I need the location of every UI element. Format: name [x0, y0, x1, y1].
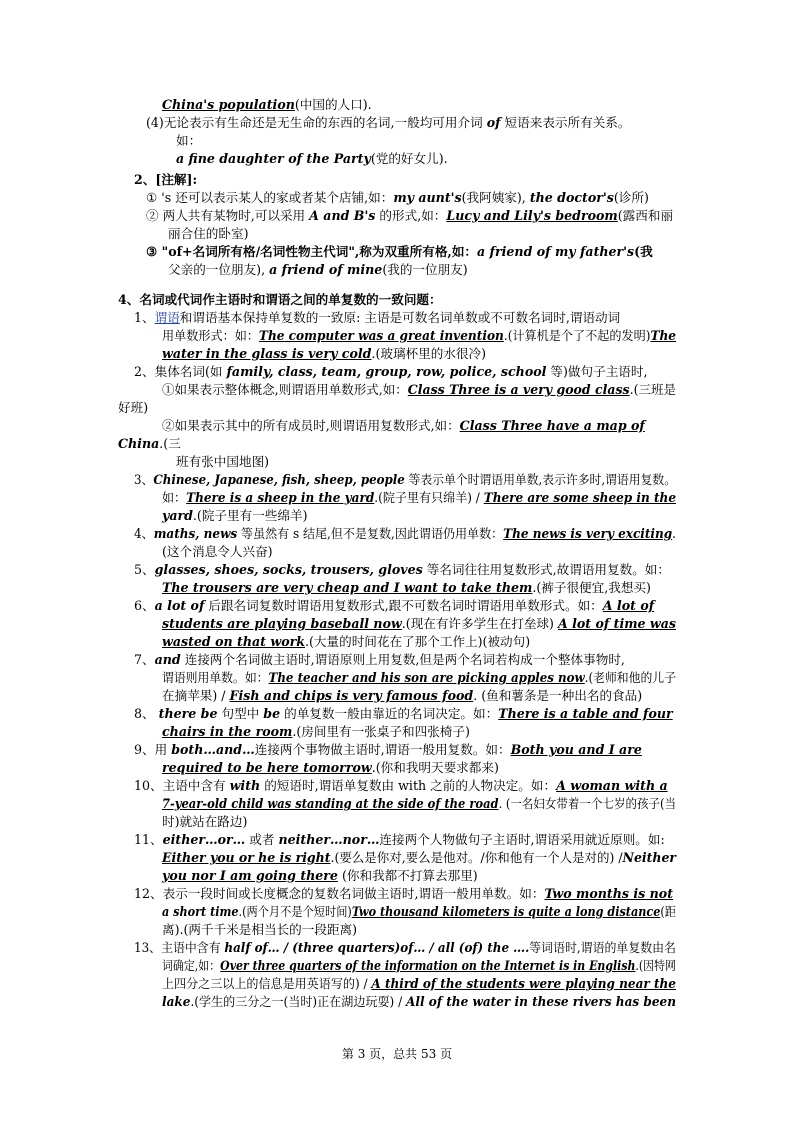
bold-italic-text: a friend of mine — [269, 262, 383, 277]
text-line — [162, 813, 247, 831]
plain-text: 在摘苹果) / — [162, 688, 230, 703]
line-text — [134, 885, 673, 903]
underlined-text: Class Three have a map of — [459, 418, 645, 433]
line-text — [162, 96, 372, 114]
text-line — [134, 309, 620, 327]
text-line — [134, 561, 670, 579]
plain-text: 等词语时,谓语的单复数由名 — [529, 940, 676, 955]
text-line — [162, 96, 372, 114]
plain-text: 和谓语基本保持单复数的一致原: 主语是可数名词单数或不可数名词时,谓语动词 — [179, 310, 621, 325]
plain-text: 等虽然有 s 结尾,但不是复数,因此谓语仍用单数： — [237, 526, 504, 541]
text-line — [134, 597, 654, 615]
link-text[interactable]: 谓语 — [154, 310, 180, 325]
plain-text: 13、主语中含有 — [134, 940, 225, 955]
plain-text: (4)无论表示有生命还是无生命的东西的名词,一般均可用介词 — [146, 115, 487, 130]
text-line — [162, 579, 651, 597]
bold-italic-text: my aunt's — [393, 190, 462, 205]
underlined-text: Fish and chips is very famous food — [229, 688, 474, 703]
line-text — [162, 921, 357, 939]
line-text — [146, 207, 673, 225]
line-text — [162, 687, 642, 705]
bold-italic-text: neither…nor… — [278, 832, 380, 847]
plain-text: 用单数形式：如： — [162, 328, 259, 343]
bold-italic-text: yard — [162, 508, 193, 523]
line-text — [162, 795, 676, 813]
line-text — [134, 363, 648, 381]
plain-text: 7、 — [134, 652, 155, 667]
plain-text: 12、表示一段时间或长度概念的复数名词做主语时,谓语一般用单数。如： — [134, 886, 545, 901]
plain-text: 等)做句子主语时, — [546, 364, 648, 379]
line-text — [162, 903, 676, 921]
underlined-text: Lucy and Lily's bedroom — [446, 208, 618, 223]
line-text — [162, 975, 676, 993]
bold-italic-text: a short time — [162, 904, 239, 919]
underlined-text: Either you or he is right — [162, 850, 331, 865]
plain-text: 后跟名词复数时谓语用复数形式,跟不可数名词时谓语用单数形式。如： — [204, 598, 603, 613]
line-text — [162, 813, 247, 831]
line-text — [134, 597, 654, 615]
underlined-text: 7-year-old child was standing at the side of the road — [162, 796, 499, 811]
plain-text: .(两个月不是个短时间) — [238, 904, 352, 919]
plain-text: ① 's 还可以表示某人的家或者某个店铺,如： — [146, 190, 394, 205]
underlined-text: Two thousand kilometers is quite a long distance — [351, 904, 661, 919]
line-text — [146, 114, 630, 132]
plain-text: 或者 — [245, 832, 279, 847]
underlined-text: Class Three is a very good class — [407, 382, 630, 397]
bold-italic-text: a fine daughter of the Party — [176, 151, 371, 166]
plain-text: 的单复数一般由靠近的名词决定。如： — [280, 706, 499, 721]
plain-text: 8、 — [134, 706, 159, 721]
plain-text: 词确定,如： — [162, 958, 221, 973]
plain-text: ②如果表示其中的所有成员时,则谓语用复数形式,如： — [162, 418, 460, 433]
bold-italic-text: and — [154, 652, 181, 667]
plain-text: .(房间里有一张桌子和四张椅子) — [292, 724, 470, 739]
plain-text: .(院子里有只绵羊) / — [374, 490, 484, 505]
line-text — [162, 957, 676, 975]
line-text — [168, 225, 248, 243]
plain-text: (露西和丽 — [617, 208, 674, 223]
plain-text: . — [672, 526, 676, 541]
text-line — [162, 507, 308, 525]
underlined-text: water in the glass is very cold — [162, 346, 372, 361]
bold-italic-text: half of… / (three quarters)of… / all (of) the …. — [224, 940, 530, 955]
underlined-text: you nor I am going there — [162, 868, 338, 883]
text-line — [134, 471, 712, 489]
text-line — [162, 867, 478, 885]
plain-text: .(计算机是个了不起的发明) — [503, 328, 651, 343]
line-text — [162, 723, 470, 741]
text-line — [162, 669, 709, 687]
bold-italic-text: family, class, team, group, row, police, school — [226, 364, 547, 379]
text-line — [162, 921, 357, 939]
text-line — [162, 903, 739, 921]
text-line — [168, 261, 468, 279]
underlined-text: There are some sheep in the — [483, 490, 676, 505]
plain-text: 等名词往往用复数形式,故谓语用复数。如： — [422, 562, 670, 577]
line-text — [176, 453, 269, 471]
plain-text: .(三班是 — [629, 382, 677, 397]
line-text — [118, 399, 148, 417]
line-text — [146, 189, 649, 207]
text-line — [162, 489, 699, 507]
text-line — [134, 885, 673, 903]
plain-text: 2、集体名词(如 — [134, 364, 227, 379]
line-text — [134, 777, 668, 795]
line-text — [134, 705, 673, 723]
line-text — [162, 615, 676, 633]
plain-text: 丽合住的卧室) — [168, 226, 249, 241]
text-line — [162, 795, 724, 813]
line-text — [176, 150, 448, 168]
bold-italic-text: glasses, shoes, socks, trousers, gloves — [154, 562, 423, 577]
bold-italic-text: of — [486, 115, 501, 130]
line-text — [162, 759, 499, 777]
plain-text: 的短语时,谓语单复数由 with 之前的人物决定。如： — [260, 778, 557, 793]
underlined-text: A third of the students were playing near the — [371, 976, 676, 991]
text-line — [134, 171, 197, 189]
plain-text: (我阿姨家), — [461, 190, 530, 205]
line-text — [162, 579, 651, 597]
text-line — [162, 615, 677, 633]
line-text — [118, 291, 442, 309]
line-text — [134, 525, 676, 543]
underlined-text: wasted on that work — [162, 634, 305, 649]
text-line — [134, 525, 701, 543]
line-text — [134, 831, 665, 849]
plain-text: 连接两个人物做句子主语时,谓语采用就近原则。如: — [379, 832, 665, 847]
line-text — [176, 132, 201, 150]
text-line — [134, 741, 642, 759]
plain-text: 11、 — [134, 832, 163, 847]
underlined-text: A lot of — [602, 598, 655, 613]
underlined-text: Two months is not — [544, 886, 674, 901]
text-line — [176, 132, 201, 150]
plain-text: .(大量的时间花在了那个工作上)(被动句) — [305, 634, 531, 649]
underlined-text: The teacher and his son are picking apples now — [268, 670, 585, 685]
plain-text: .(要么是你对,要么是他对。/你和他有一个人是对的) / — [330, 850, 623, 865]
plain-text: 父亲的一位朋友), — [168, 262, 270, 277]
text-line — [134, 651, 625, 669]
bold-italic-text: Chinese, Japanese, fish, sheep, people — [153, 472, 405, 487]
text-line — [118, 399, 148, 417]
line-text — [162, 507, 308, 525]
underlined-text: The computer was a great invention — [258, 328, 504, 343]
text-line — [162, 957, 754, 975]
plain-text: (我的一位朋友) — [382, 262, 468, 277]
plain-text: (诊所) — [613, 190, 649, 205]
text-line — [162, 327, 696, 345]
underlined-text: students are playing baseball now — [162, 616, 402, 631]
text-line — [162, 345, 486, 363]
plain-text: 句型中 — [217, 706, 264, 721]
line-text — [162, 543, 273, 561]
underlined-text: chairs in the room — [162, 724, 293, 739]
bold-italic-text: there be — [158, 706, 218, 721]
line-text — [134, 561, 670, 579]
text-line — [118, 291, 442, 309]
plain-text: 连接两个事物做主语时,谓语一般用复数。如： — [254, 742, 511, 757]
plain-text: 好班) — [118, 400, 149, 415]
text-line — [162, 975, 699, 993]
underlined-text: The — [650, 328, 676, 343]
plain-text: .(你和我明天要求都来) — [371, 760, 499, 775]
text-line — [134, 777, 668, 795]
plain-text: .(学生的三分之一(当时)正在湖边玩耍) / — [190, 994, 407, 1009]
plain-text: 班有张中国地图) — [176, 454, 270, 469]
plain-text: (这个消息令人兴奋) — [162, 544, 273, 559]
underlined-text: The news is very exciting — [503, 526, 673, 541]
line-text — [162, 381, 676, 399]
text-line — [176, 453, 269, 471]
line-text — [134, 651, 625, 669]
plain-text: 谓语则用单数。如： — [162, 670, 269, 685]
bold-italic-text: lake — [162, 994, 191, 1009]
plain-text: .(老师和他的儿子 — [584, 670, 676, 685]
plain-text: (中国的人口). — [294, 97, 372, 112]
plain-text: (我 — [634, 244, 653, 259]
plain-text: 4、 — [134, 526, 154, 541]
text-line — [162, 543, 273, 561]
bold-italic-text: Neither — [622, 850, 676, 865]
bold-italic-text: with — [229, 778, 261, 793]
underlined-text: There is a table and four — [498, 706, 673, 721]
text-line — [134, 363, 648, 381]
text-line — [162, 633, 530, 651]
plain-text: .(玻璃杯里的水很冷) — [371, 346, 487, 361]
text-line — [162, 723, 470, 741]
text-line — [162, 687, 642, 705]
line-text — [134, 471, 676, 489]
underlined-text: China's population — [162, 97, 295, 112]
plain-text: (党的好女儿). — [370, 151, 448, 166]
bold-italic-text: maths, news — [153, 526, 238, 541]
underlined-text: Over three quarters of the information on the Internet is in English — [220, 958, 636, 973]
plain-text: 9、用 — [134, 742, 172, 757]
plain-text: 上四分之三以上的信息是用英语写的) / — [162, 976, 372, 991]
text-line — [146, 114, 630, 132]
text-line — [146, 189, 649, 207]
text-line — [162, 381, 679, 399]
plain-text: 3、 — [134, 472, 154, 487]
underlined-text: A woman with a — [556, 778, 668, 793]
plain-text: (你和我都不打算去那里) — [337, 868, 478, 883]
underlined-text: The trousers are very cheap and I want to take them — [162, 580, 533, 595]
bold-italic-text: both…and… — [171, 742, 255, 757]
bold-italic-text: either…or… — [162, 832, 246, 847]
plain-text: ①如果表示整体概念,则谓语用单数形式,如： — [162, 382, 408, 397]
plain-text: 如： — [176, 133, 202, 148]
text-line — [162, 849, 681, 867]
line-text — [162, 417, 645, 435]
underlined-text: A lot of time was — [557, 616, 676, 631]
text-line — [146, 207, 673, 225]
line-text — [162, 867, 478, 885]
line-text — [162, 345, 486, 363]
bold-italic-text: China — [118, 436, 160, 451]
plain-text: 5、 — [134, 562, 155, 577]
text-line — [146, 243, 653, 261]
text-line — [134, 705, 673, 723]
plain-text: 如： — [162, 490, 187, 505]
line-text — [168, 261, 468, 279]
text-line — [168, 225, 248, 243]
line-text — [134, 309, 620, 327]
plain-text: .(因特网 — [635, 958, 676, 973]
line-text — [162, 669, 676, 687]
underlined-text: Both you and I are — [510, 742, 642, 757]
plain-text: ② 两人共有某物时,可以采用 — [146, 208, 310, 223]
plain-text: 短语来表示所有关系。 — [500, 115, 631, 130]
plain-text: . (鱼和薯条是一种出名的食品) — [473, 688, 643, 703]
line-text — [162, 633, 530, 651]
line-text — [146, 243, 653, 261]
text-line — [118, 435, 181, 453]
line-text — [162, 489, 676, 507]
text-line — [162, 759, 499, 777]
line-text — [162, 993, 676, 1011]
text-line — [134, 831, 665, 849]
text-line — [162, 993, 698, 1011]
plain-text: .(现在有许多学生在打垒球) — [401, 616, 558, 631]
bold-italic-text: a friend of my father's — [477, 244, 635, 259]
bold-italic-text: A and B's — [309, 208, 376, 223]
plain-text: 等表示单个时谓语用单数,表示许多时,谓语用复数。 — [404, 472, 677, 487]
line-text — [162, 327, 676, 345]
page-footer: 第 3 页，总共 53 页 — [341, 1047, 453, 1061]
plain-text: 6、 — [134, 598, 155, 613]
line-text — [134, 939, 676, 957]
plain-text: 10、主语中含有 — [134, 778, 230, 793]
plain-text: 1、 — [134, 310, 155, 325]
plain-text: . (一名妇女带着一个七岁的孩子(当 — [498, 796, 676, 811]
bold-italic-text: All of the water in these rivers has been — [406, 994, 677, 1009]
line-text — [118, 435, 181, 453]
line-text — [134, 171, 197, 189]
plain-text: 连接两个名词做主语时,谓语原则上用复数,但是两个名词若构成一个整体事物时, — [180, 652, 625, 667]
plain-text: 的形式,如： — [375, 208, 447, 223]
text-line — [176, 150, 448, 168]
plain-text: 4、名词或代词作主语时和谓语之间的单复数的一致问题： — [118, 292, 442, 307]
text-line — [134, 939, 707, 957]
plain-text: .(院子里有一些绵羊) — [192, 508, 308, 523]
plain-text: 离).(两千千米是相当长的一段距离) — [162, 922, 358, 937]
plain-text: .(三 — [159, 436, 181, 451]
plain-text: (距 — [660, 904, 676, 919]
underlined-text: required to be here tomorrow — [162, 760, 372, 775]
underlined-text: There is a sheep in the yard — [186, 490, 375, 505]
plain-text: .(裤子很便宜,我想买) — [532, 580, 651, 595]
plain-text: 时)就站在路边) — [162, 814, 248, 829]
text-line — [162, 417, 645, 435]
line-text — [162, 849, 676, 867]
bold-italic-text: the doctor's — [529, 190, 614, 205]
plain-text: ③ "of+名词所有格/名词性物主代词",称为双重所有格,如： — [146, 244, 478, 259]
bold-italic-text: be — [263, 706, 281, 721]
plain-text: 2、[注解]: — [134, 172, 198, 187]
line-text — [134, 741, 642, 759]
bold-italic-text: a lot of — [154, 598, 205, 613]
